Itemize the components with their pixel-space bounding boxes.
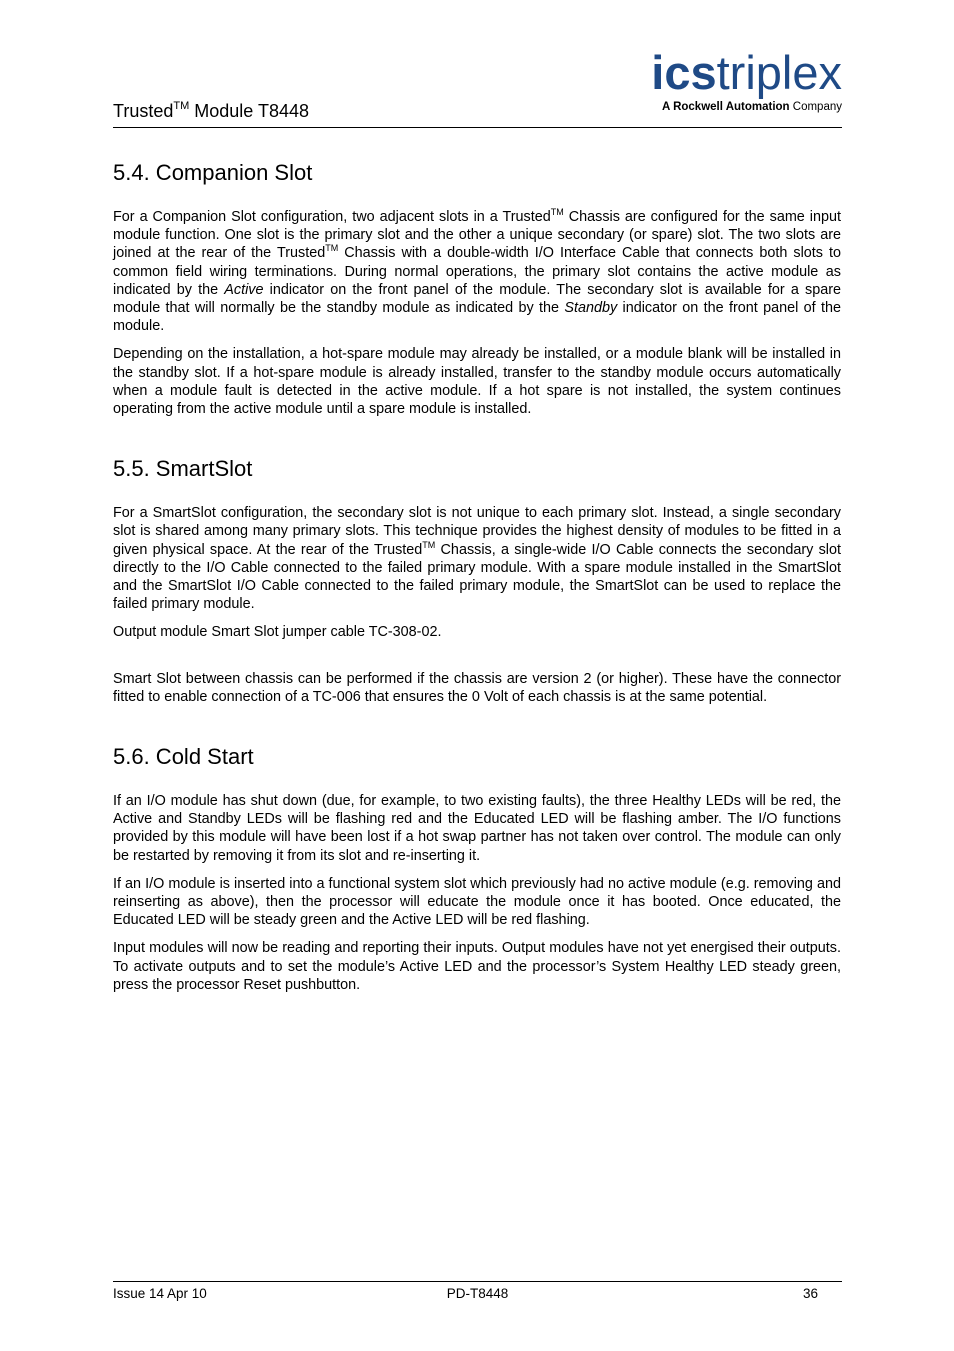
page-number: 36 <box>802 1286 818 1301</box>
logo-wordmark: icstriplex <box>651 46 842 99</box>
paragraph: Input modules will now be reading and reporting their inputs. Output modules have not yet energised their outputs. To activate outputs and to set the module’s Active LED and the processor’s System Healthy LED steady green, press the processor Reset pushbutton. <box>113 940 841 993</box>
section-heading-cold-start: 5.6. Cold Start <box>113 744 254 770</box>
issue-date: Issue 14 Apr 10 <box>113 1286 207 1301</box>
paragraph: Depending on the installation, a hot-spare module may already be installed, or a module blank will be installed in the standby slot. If a hot-spare module is already installed, transfer to the standby module occurs automatically when a module fault is detected in the active module. If a hot spare is not installed, the system continues operating from the active module until a spare module is installed. <box>113 346 841 418</box>
section-heading-smartslot: 5.5. SmartSlot <box>113 456 253 482</box>
company-logo <box>610 48 842 114</box>
paragraph: Smart Slot between chassis can be performed if the chassis are version 2 (or higher). These have the connector fitted to enable connection of a TC-006 that ensures the 0 Volt of each chassis is at the same potential. <box>113 670 841 705</box>
logo-tagline: A Rockwell Automation Company <box>662 101 842 113</box>
paragraph: For a Companion Slot configuration, two adjacent slots in a Trusted™ Chassis are configured for the same input module function. One slot is the primary slot and the other a unique secondary (or spare) slot. The two slots are joined at the rear of the Trusted™ Chassis with a double-width I/O Interface Cable that connects both slots to common field wiring terminations. During normal operations, the primary slot contains the active module as indicated by the Active indicator on the front panel of the module. The secondary slot is available for a spare module that will normally be the standby module as indicated by the Standby indicator on the front panel of the module. <box>113 207 841 335</box>
page-footer <box>113 1281 842 1306</box>
document-title: Trusted™ Module T8448 <box>113 100 310 121</box>
page-header <box>113 40 842 128</box>
paragraph: Output module Smart Slot jumper cable TC-308-02. <box>113 624 442 641</box>
page-content <box>113 160 841 1004</box>
paragraph: For a SmartSlot configuration, the secondary slot is not unique to each primary slot. Instead, a single secondary slot is shared among many primary slots. This technique provides the highest density of modules to be fitted in a given physical space. At the rear of the Trusted™ Chassis, a single-wide I/O Cable connects the secondary slot directly to the I/O Cable connected to the failed primary module. With a spare module installed in the SmartSlot and the SmartSlot I/O Cable connected to the failed primary module, the SmartSlot can be used to replace the failed primary module. <box>113 505 841 613</box>
paragraph: If an I/O module is inserted into a functional system slot which previously had no active module (e.g. removing and reinserting as above), then the processor will educate the module once it has booted. Once educated, the Educated LED will be steady green and the Active LED will be red flashing. <box>113 875 841 929</box>
section-heading-companion-slot: 5.4. Companion Slot <box>113 160 313 185</box>
document-id: PD-T8448 <box>446 1286 509 1301</box>
paragraph: If an I/O module has shut down (due, for example, to two existing faults), the three Healthy LEDs will be red, the Active and Standby LEDs will be flashing red and the Educated LED will be flashing amber. The I/O functions provided by this module will have been lost if a hot swap partner has not taken over control. The module can only be restarted by removing it from its slot and re-inserting it. <box>113 793 841 864</box>
